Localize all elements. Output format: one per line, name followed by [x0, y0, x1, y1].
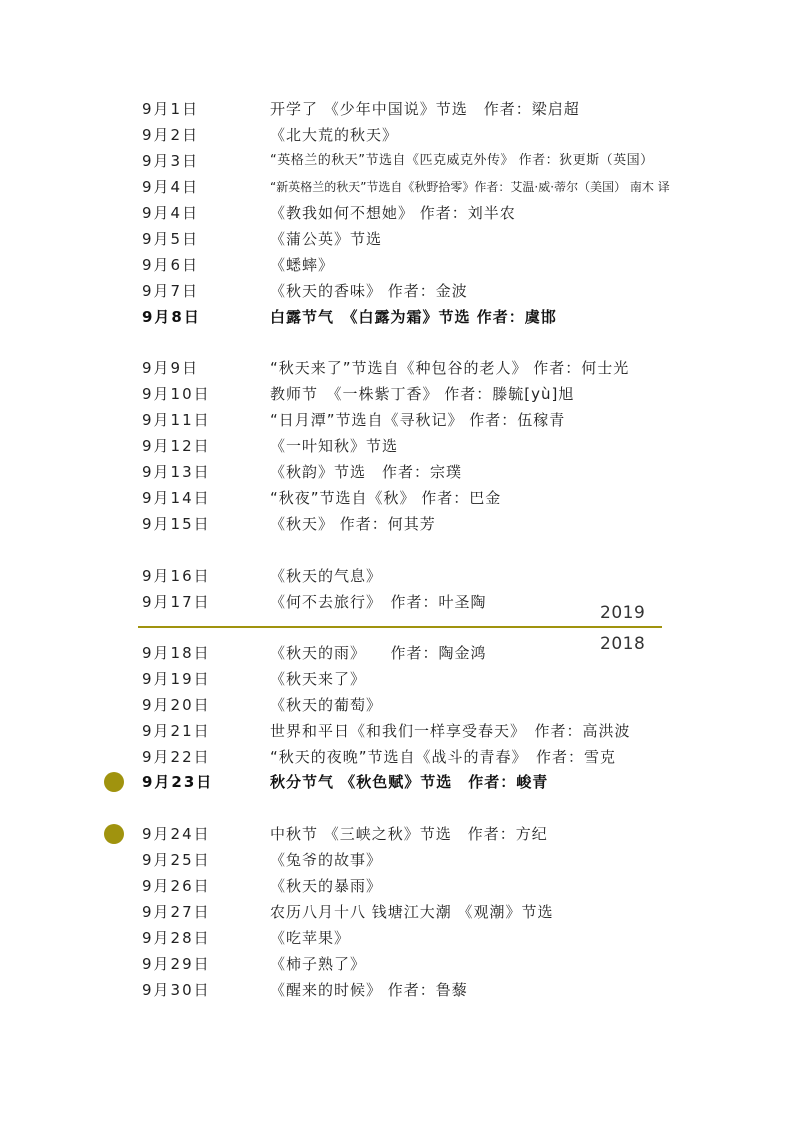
row-date: 9月2日 [142, 126, 200, 144]
schedule-row [0, 900, 800, 924]
row-date: 9月13日 [142, 463, 211, 481]
year-label-lower: 2018 [600, 634, 646, 654]
row-content: 《柿子熟了》 [270, 955, 367, 973]
schedule-row [0, 97, 800, 121]
row-content: 《秋韵》节选 作者：宗璞 [270, 463, 463, 481]
row-content: 教师节 《一株紫丁香》 作者：滕毓[yù]旭 [270, 385, 575, 403]
schedule-row [0, 693, 800, 717]
schedule-row [0, 175, 800, 199]
schedule-row [0, 926, 800, 950]
schedule-row [0, 719, 800, 743]
row-date: 9月18日 [142, 644, 211, 662]
row-content: 《蒲公英》节选 [270, 230, 383, 248]
row-date: 9月30日 [142, 981, 211, 999]
schedule-row [0, 641, 800, 665]
schedule-row [0, 408, 800, 432]
row-date: 9月25日 [142, 851, 211, 869]
year-label-upper: 2019 [600, 603, 646, 623]
schedule-row [0, 590, 800, 614]
row-content: 《醒来的时候》 作者：鲁藜 [270, 981, 468, 999]
row-content: “秋天来了”节选自《种包谷的老人》 作者：何士光 [270, 359, 630, 377]
schedule-row [0, 745, 800, 769]
row-date: 9月7日 [142, 282, 200, 300]
row-content: “秋天的夜晚”节选自《战斗的青春》 作者：雪克 [270, 748, 617, 766]
row-date: 9月29日 [142, 955, 211, 973]
row-content: 《何不去旅行》 作者：叶圣陶 [270, 593, 487, 611]
schedule-row [0, 667, 800, 691]
schedule-row [0, 486, 800, 510]
row-date: 9月14日 [142, 489, 211, 507]
row-content: “新英格兰的秋天”节选自《秋野拾零》作者：艾温·威·蒂尔（美国） 南木 译 [270, 180, 670, 194]
schedule-row [0, 512, 800, 536]
row-date: 9月16日 [142, 567, 211, 585]
row-date: 9月27日 [142, 903, 211, 921]
schedule-row [0, 382, 800, 406]
row-date: 9月22日 [142, 748, 211, 766]
schedule-row [0, 227, 800, 251]
row-date: 9月6日 [142, 256, 200, 274]
row-content: 《秋天的葡萄》 [270, 696, 383, 714]
schedule-row [0, 952, 800, 976]
row-content: 《秋天》 作者：何其芳 [270, 515, 436, 533]
row-content: 《秋天的暴雨》 [270, 877, 383, 895]
row-date: 9月5日 [142, 230, 200, 248]
row-content: 《教我如何不想她》 作者：刘半农 [270, 204, 516, 222]
row-content: 《秋天的香味》 作者：金波 [270, 282, 468, 300]
row-content: 农历八月十八 钱塘江大潮 《观潮》节选 [270, 903, 554, 921]
row-content: 世界和平日《和我们一样享受春天》 作者：高洪波 [270, 722, 631, 740]
row-date: 9月21日 [142, 722, 211, 740]
schedule-row-solar-term [0, 770, 800, 794]
row-date: 9月15日 [142, 515, 211, 533]
row-content: 中秋节 《三峡之秋》节选 作者：方纪 [270, 825, 548, 843]
row-date: 9月24日 [142, 825, 211, 843]
schedule-row [0, 279, 800, 303]
schedule-row [0, 822, 800, 846]
schedule-row [0, 253, 800, 277]
row-date: 9月9日 [142, 359, 200, 377]
row-content: “日月潭”节选自《寻秋记》 作者：伍稼青 [270, 411, 566, 429]
row-content: 白露节气 《白露为霜》节选 作者：虞邯 [270, 308, 557, 326]
schedule-row-solar-term [0, 305, 800, 329]
schedule-row [0, 356, 800, 380]
row-content: 《一叶知秋》节选 [270, 437, 399, 455]
row-date: 9月4日 [142, 178, 200, 196]
row-content: “英格兰的秋天”节选自《匹克威克外传》 作者：狄更斯（英国） [270, 153, 654, 168]
row-content: 《北大荒的秋天》 [270, 126, 399, 144]
row-date: 9月1日 [142, 100, 200, 118]
row-date: 9月3日 [142, 152, 200, 170]
schedule-row [0, 201, 800, 225]
schedule-row [0, 874, 800, 898]
row-date: 9月26日 [142, 877, 211, 895]
schedule-row [0, 978, 800, 1002]
row-date: 9月28日 [142, 929, 211, 947]
row-date: 9月11日 [142, 411, 211, 429]
row-date: 9月20日 [142, 696, 211, 714]
row-content: 《秋天的雨》 作者：陶金鸿 [270, 644, 487, 662]
row-date: 9月19日 [142, 670, 211, 688]
row-date: 9月10日 [142, 385, 211, 403]
schedule-row [0, 149, 800, 173]
schedule-row [0, 123, 800, 147]
row-date: 9月23日 [142, 773, 214, 791]
schedule-row [0, 434, 800, 458]
row-content: 《蟋蟀》 [270, 256, 335, 274]
row-content: 《秋天来了》 [270, 670, 367, 688]
row-date: 9月17日 [142, 593, 211, 611]
row-content: 《吃苹果》 [270, 929, 351, 947]
row-date: 9月8日 [142, 308, 201, 326]
schedule-row [0, 460, 800, 484]
row-content: 开学了 《少年中国说》节选 作者：梁启超 [270, 100, 580, 118]
schedule-row [0, 564, 800, 588]
schedule-row [0, 848, 800, 872]
row-date: 9月4日 [142, 204, 200, 222]
row-date: 9月12日 [142, 437, 211, 455]
row-content: “秋夜”节选自《秋》 作者：巴金 [270, 489, 502, 507]
year-divider-line [138, 626, 662, 628]
row-content: 《兔爷的故事》 [270, 851, 383, 869]
row-content: 秋分节气 《秋色赋》节选 作者：峻青 [270, 773, 549, 791]
row-content: 《秋天的气息》 [270, 567, 383, 585]
